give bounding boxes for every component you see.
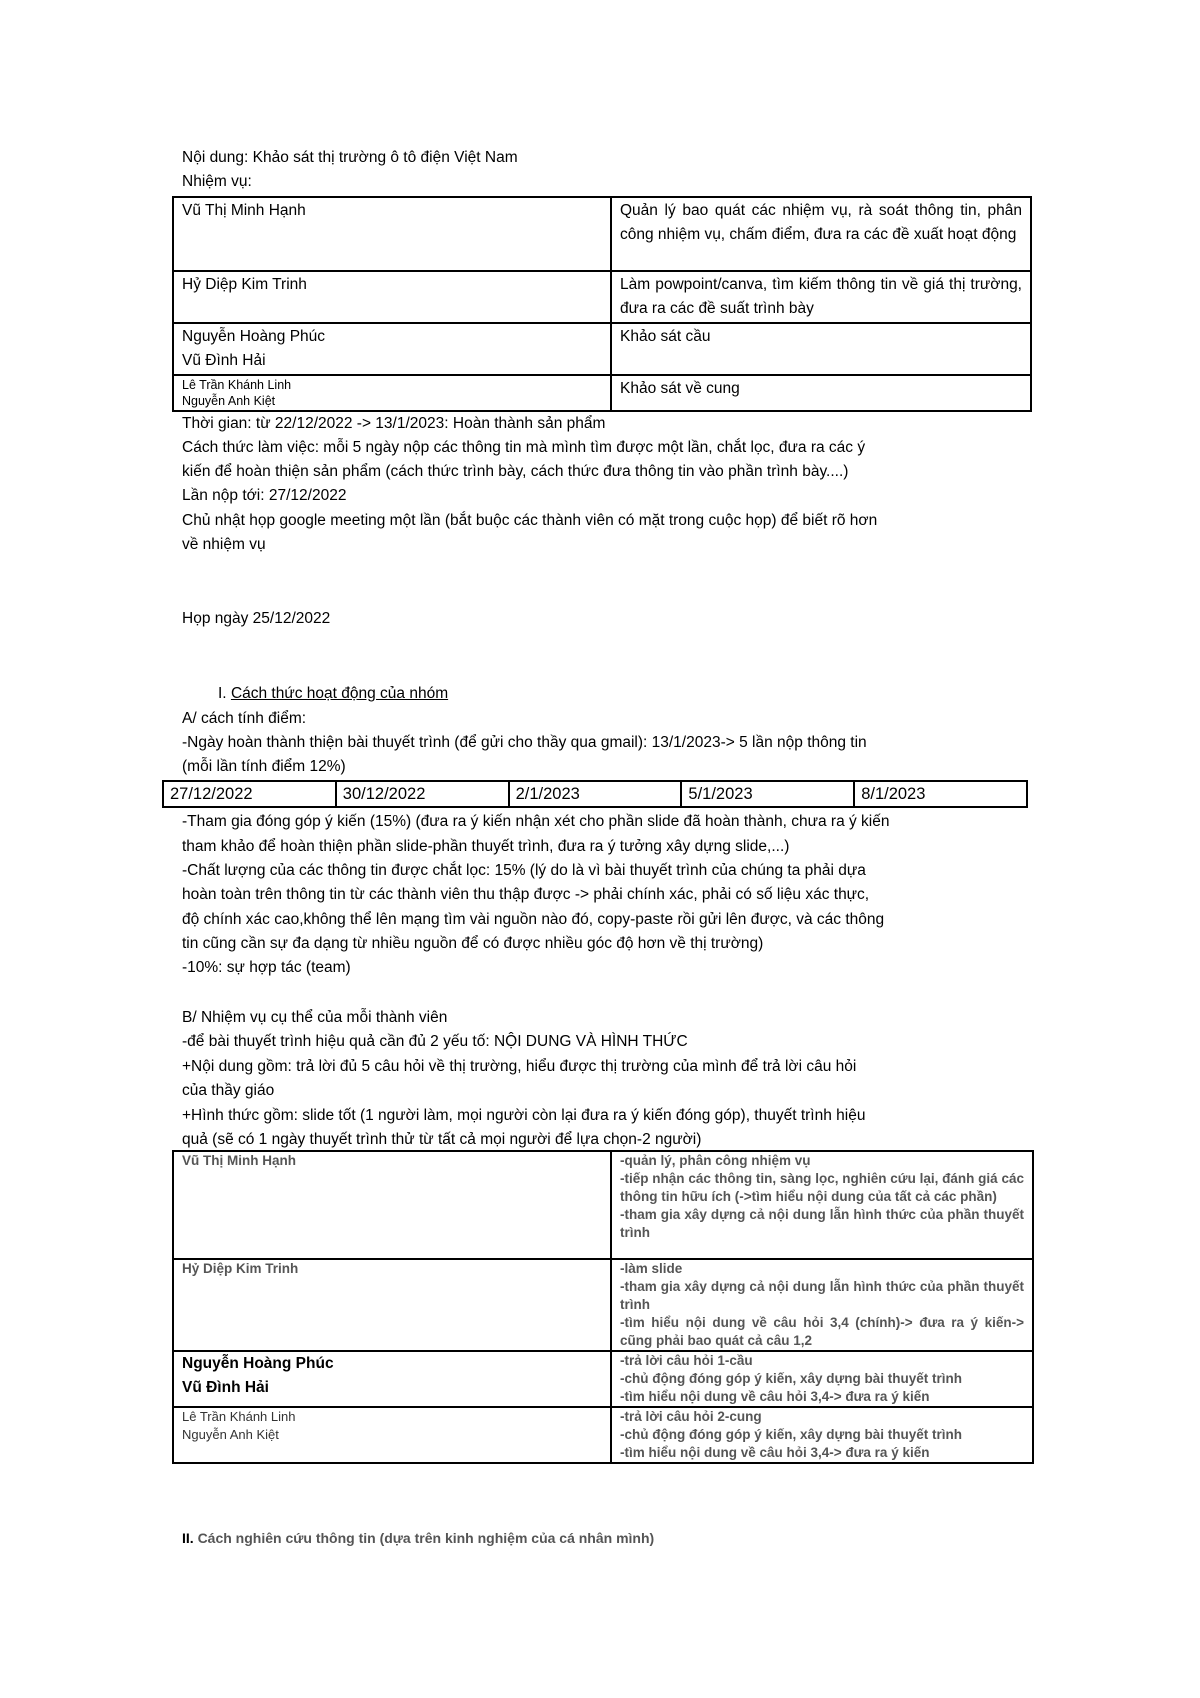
section-title: Cách thức hoạt động của nhóm: [230, 685, 449, 702]
paragraph-line: -Tham gia đóng góp ý kiến (15%) (đưa ra ý kiến nhận xét cho phần slide đã hoàn thành, chưa ra ý kiến: [182, 813, 890, 830]
duty-item: -tham gia xây dựng cả nội dung lẫn hình thức của phần thuyết trình: [620, 1279, 1024, 1312]
submission-dates-table: [162, 780, 1028, 808]
duty-item: -tìm hiểu nội dung về câu hỏi 3,4 (chính)-> đưa ra ý kiến-> cũng phải bao quát cả câu 1,2: [620, 1315, 1024, 1348]
paragraph-line: hoàn toàn trên thông tin từ các thành viên thu thập được -> phải chính xác, phải có số liệu xác thực,: [182, 886, 870, 903]
member-name: Lê Trần Khánh Linh: [182, 378, 292, 392]
member-names: [173, 1407, 611, 1463]
member-duties: [611, 1407, 1033, 1463]
member-name: Lê Trần Khánh Linh: [182, 1409, 296, 1424]
member-name: Hỷ Diệp Kim Trinh: [173, 1259, 611, 1351]
section-heading: [218, 682, 448, 706]
subsection-title: B/ Nhiệm vụ cụ thể của mỗi thành viên: [182, 1009, 448, 1026]
time-line: Thời gian: từ 22/12/2022 -> 13/1/2023: Hoàn thành sản phẩm: [182, 415, 606, 432]
date-cell: 2/1/2023: [509, 781, 682, 807]
paragraph-line: tin cũng cần sự đa dạng từ nhiều nguồn để có được nhiều góc độ hơn về thị trường): [182, 935, 764, 952]
paragraph-line: quả (sẽ có 1 ngày thuyết trình thử từ tất cả mọi người để lựa chọn-2 người): [182, 1131, 702, 1148]
paragraph-line: -Ngày hoàn thành thiện bài thuyết trình (để gửi cho thầy qua gmail): 13/1/2023-> 5 lần nộp thông tin: [182, 734, 867, 751]
subsection-title: A/ cách tính điểm:: [182, 710, 307, 727]
member-task: Khảo sát về cung: [611, 375, 1031, 411]
method-line: Cách thức làm việc: mỗi 5 ngày nộp các thông tin mà mình tìm được một lần, chắt lọc, đưa ra các ý: [182, 439, 866, 456]
member-task: Quản lý bao quát các nhiệm vụ, rà soát thông tin, phân công nhiệm vụ, chấm điểm, đưa ra các đề xuất hoạt động: [611, 197, 1031, 271]
section-heading: [182, 1530, 654, 1546]
method-line: kiến để hoàn thiện sản phẩm (cách thức trình bày, cách thức đưa thông tin vào phần trình bày....): [182, 463, 849, 480]
member-duties-table: [172, 1150, 1034, 1464]
duty-item: -quản lý, phân công nhiệm vụ: [620, 1153, 811, 1168]
table-row: [173, 1151, 1033, 1259]
table-row: [173, 1407, 1033, 1463]
meeting-line: về nhiệm vụ: [182, 536, 266, 553]
paragraph-line: -Chất lượng của các thông tin được chắt lọc: 15% (lý do là vì bài thuyết trình của chúng ta phải dựa: [182, 862, 866, 879]
table-row: [173, 1259, 1033, 1351]
paragraph-line: của thầy giáo: [182, 1082, 275, 1099]
member-name: Nguyễn Hoàng Phúc: [182, 328, 326, 345]
next-submission: Lần nộp tới: 27/12/2022: [182, 487, 347, 504]
duty-item: -làm slide: [620, 1261, 683, 1276]
date-cell: 8/1/2023: [854, 781, 1027, 807]
duty-item: -trả lời câu hỏi 2-cung: [620, 1409, 762, 1424]
paragraph-line: +Hình thức gồm: slide tốt (1 người làm, mọi người còn lại đưa ra ý kiến đóng góp), thuyết trình hiệu: [182, 1107, 866, 1124]
duty-item: -tham gia xây dựng cả nội dung lẫn hình thức của phần thuyết trình: [620, 1207, 1024, 1240]
member-name: Vũ Thị Minh Hạnh: [173, 197, 611, 271]
duty-item: -tiếp nhận các thông tin, sàng lọc, nghiên cứu lại, đánh giá các thông tin hữu ích (->tìm hiểu nội dung của tất cả các phần): [620, 1171, 1024, 1204]
duty-item: -tìm hiểu nội dung về câu hỏi 3,4-> đưa ra ý kiến: [620, 1389, 930, 1404]
member-duties: [611, 1151, 1033, 1259]
member-name: Hỷ Diệp Kim Trinh: [173, 271, 611, 323]
member-name: Nguyễn Hoàng Phúc: [182, 1355, 334, 1372]
table-row: [173, 271, 1031, 323]
paragraph-line: độ chính xác cao,không thể lên mạng tìm vài nguồn nào đó, copy-paste rồi gửi lên được, và các thông: [182, 911, 885, 928]
task-heading: Nhiệm vụ:: [182, 173, 252, 190]
member-task: Khảo sát cầu: [611, 323, 1031, 375]
paragraph-line: (mỗi lần tính điểm 12%): [182, 758, 346, 775]
paragraph-line: +Nội dung gồm: trả lời đủ 5 câu hỏi về thị trường, hiểu được thị trường của mình để trả lời câu hỏi: [182, 1058, 857, 1075]
member-name: Vũ Đình Hải: [182, 352, 266, 369]
member-names: [173, 375, 611, 411]
paragraph-line: -để bài thuyết trình hiệu quả cần đủ 2 yếu tố: NỘI DUNG VÀ HÌNH THỨC: [182, 1033, 688, 1050]
duty-item: -tìm hiểu nội dung về câu hỏi 3,4-> đưa ra ý kiến: [620, 1445, 930, 1460]
member-name: Nguyễn Anh Kiệt: [182, 394, 276, 408]
table-row: [173, 375, 1031, 411]
member-task: Làm powpoint/canva, tìm kiếm thông tin về giá thị trường, đưa ra các đề suất trình bày: [611, 271, 1031, 323]
duty-item: -chủ động đóng góp ý kiến, xây dựng bài thuyết trình: [620, 1427, 963, 1442]
member-names: [173, 323, 611, 375]
table-row: [173, 197, 1031, 271]
paragraph-line: -10%: sự hợp tác (team): [182, 959, 351, 976]
section-number: I.: [218, 685, 227, 702]
meeting-line: Chủ nhật họp google meeting một lần (bắt buộc các thành viên có mặt trong cuộc họp) để biết rõ hơn: [182, 512, 878, 529]
table-row: [173, 323, 1031, 375]
member-duties: [611, 1259, 1033, 1351]
section-title: Cách nghiên cứu thông tin (dựa trên kinh nghiệm của cá nhân mình): [197, 1530, 655, 1546]
meeting-date: Họp ngày 25/12/2022: [182, 610, 331, 627]
member-name: Vũ Đình Hải: [182, 1379, 269, 1396]
task-table: [172, 196, 1032, 412]
table-row: [163, 781, 1027, 807]
member-name: Nguyễn Anh Kiệt: [182, 1427, 279, 1442]
table-row: [173, 1351, 1033, 1407]
member-names: [173, 1351, 611, 1407]
duty-item: -chủ động đóng góp ý kiến, xây dựng bài thuyết trình: [620, 1371, 963, 1386]
member-name: Vũ Thị Minh Hạnh: [173, 1151, 611, 1259]
content-title: Nội dung: Khảo sát thị trường ô tô điện Việt Nam: [182, 149, 518, 166]
date-cell: 27/12/2022: [163, 781, 336, 807]
paragraph-line: tham khảo để hoàn thiện phần slide-phần thuyết trình, đưa ra ý tưởng xây dựng slide,...): [182, 838, 790, 855]
duty-item: -trả lời câu hỏi 1-cầu: [620, 1353, 753, 1368]
date-cell: 30/12/2022: [336, 781, 509, 807]
member-duties: [611, 1351, 1033, 1407]
section-number: II.: [182, 1530, 194, 1546]
date-cell: 5/1/2023: [681, 781, 854, 807]
